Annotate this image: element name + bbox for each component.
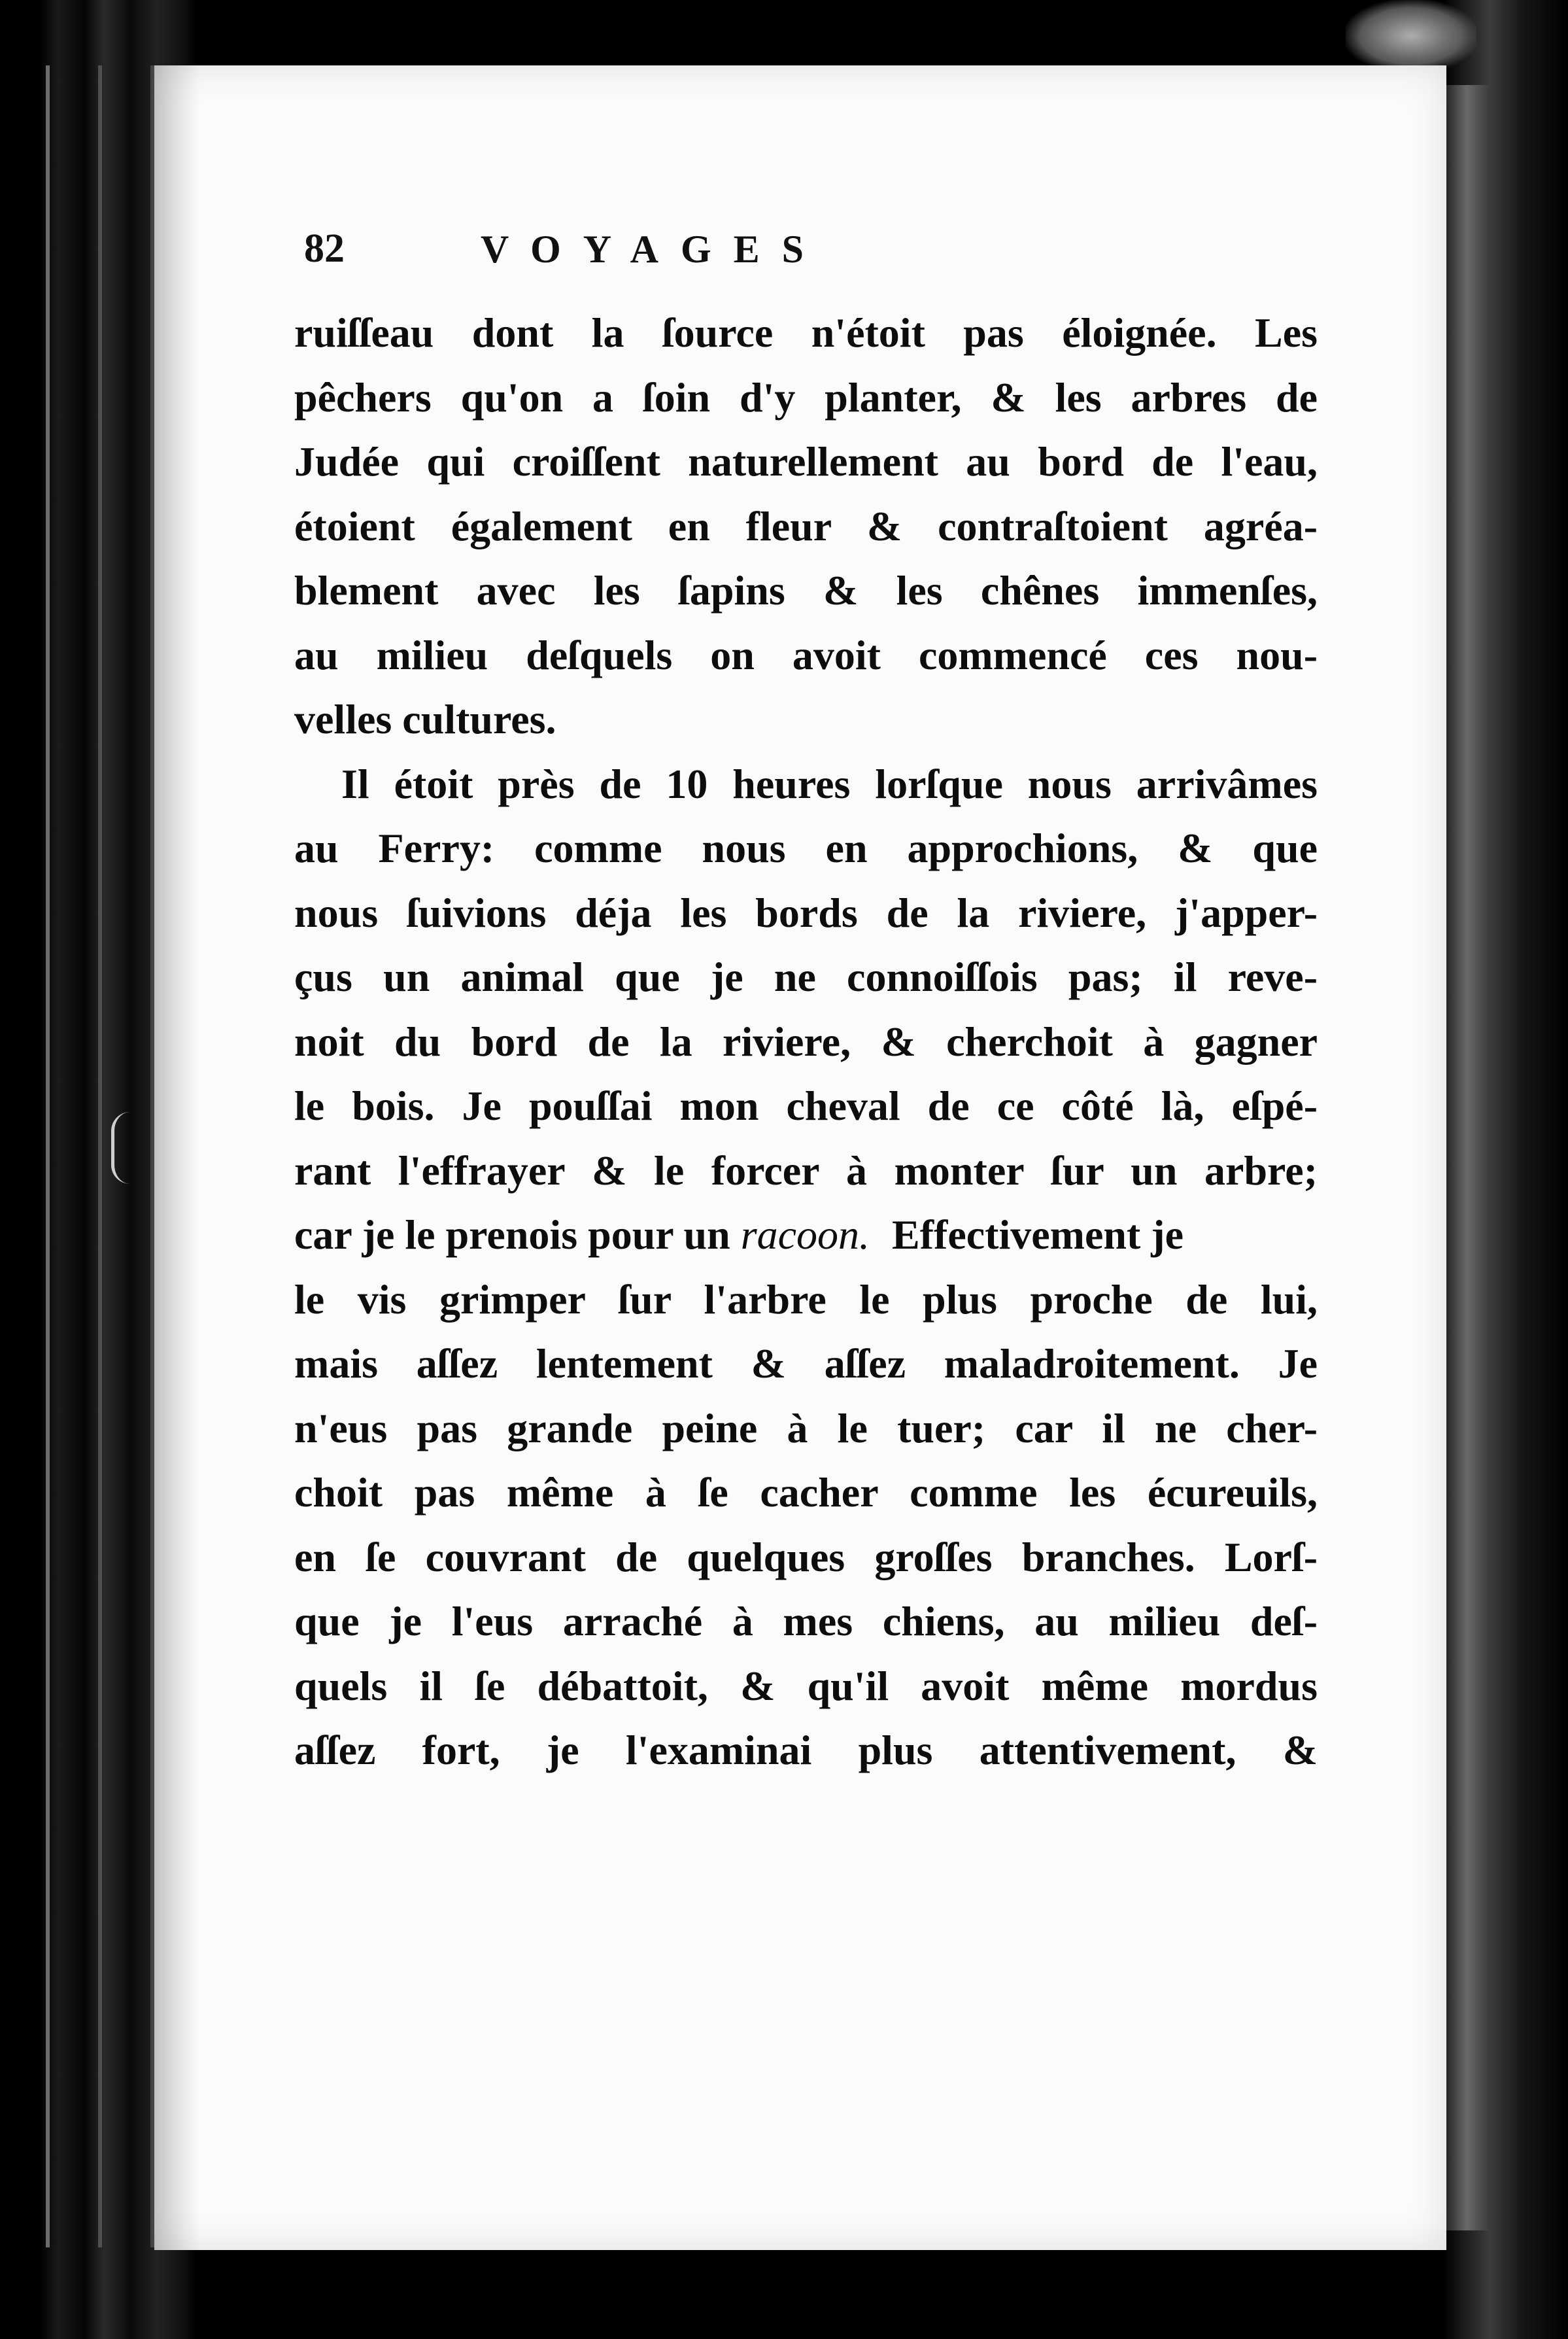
running-head	[304, 226, 1069, 285]
text-line: le bois. Je pouſſai mon cheval de ce côté là, eſpé-	[294, 1083, 1318, 1129]
text-line: au milieu deſquels on avoit commencé ces nou-	[294, 631, 1318, 678]
page-fore-edge	[1444, 85, 1490, 2230]
text-line: ruiſſeau dont la ſource n'étoit pas éloignée. Les	[294, 309, 1318, 356]
text-fragment: car je le prenois pour un	[294, 1211, 730, 1258]
italic-word: racoon.	[740, 1211, 870, 1258]
text-line: aſſez fort, je l'examinai plus attentivement, &	[294, 1727, 1318, 1773]
text-line: en ſe couvrant de quelques groſſes branches. Lorſ-	[294, 1533, 1318, 1580]
text-line: le vis grimper ſur l'arbre le plus proche de lui,	[294, 1275, 1318, 1323]
text-line: velles cultures.	[294, 696, 556, 742]
text-line: n'eus pas grande peine à le tuer; car il ne cher-	[294, 1404, 1318, 1451]
text-fragment: Effectivement je	[892, 1211, 1184, 1258]
text-line: nous ſuivions déja les bords de la riviere, j'apper-	[294, 889, 1318, 936]
running-title: VOYAGES	[481, 228, 827, 271]
text-line: noit du bord de la riviere, & cherchoit à gagner	[294, 1018, 1318, 1065]
binding-edge-line	[98, 65, 102, 2247]
text-line: mais aſſez lentement & aſſez maladroitement. Je	[294, 1340, 1318, 1387]
text-line: Judée qui croiſſent naturellement au bord de l'eau,	[294, 438, 1318, 485]
text-line: que je l'eus arraché à mes chiens, au milieu deſ-	[294, 1598, 1318, 1644]
text-line: au Ferry: comme nous en approchions, & que	[294, 825, 1318, 871]
binding-edge-line	[46, 65, 50, 2247]
text-line: quels il ſe débattoit, & qu'il avoit même mordus	[294, 1662, 1318, 1709]
text-line: blement avec les ſapins & les chênes immenſes,	[294, 567, 1318, 614]
text-line: étoient également en fleur & contraſtoient agréa-	[294, 502, 1318, 549]
text-line: çus un animal que je ne connoiſſois pas; il reve-	[294, 954, 1318, 1000]
text-line	[294, 1203, 1318, 1268]
scan-smudge	[1346, 0, 1476, 72]
text-line: rant l'effrayer & le forcer à monter ſur un arbre;	[294, 1147, 1318, 1194]
margin-mark	[111, 1112, 130, 1184]
text-line: choit pas même à ſe cacher comme les écureuils,	[294, 1469, 1318, 1516]
text-line: pêchers qu'on a ſoin d'y planter, & les arbres de	[294, 373, 1318, 421]
text-line: Il étoit près de 10 heures lorſque nous arrivâmes	[341, 760, 1318, 807]
page-number: 82	[304, 226, 345, 271]
body-text	[294, 301, 1318, 1783]
